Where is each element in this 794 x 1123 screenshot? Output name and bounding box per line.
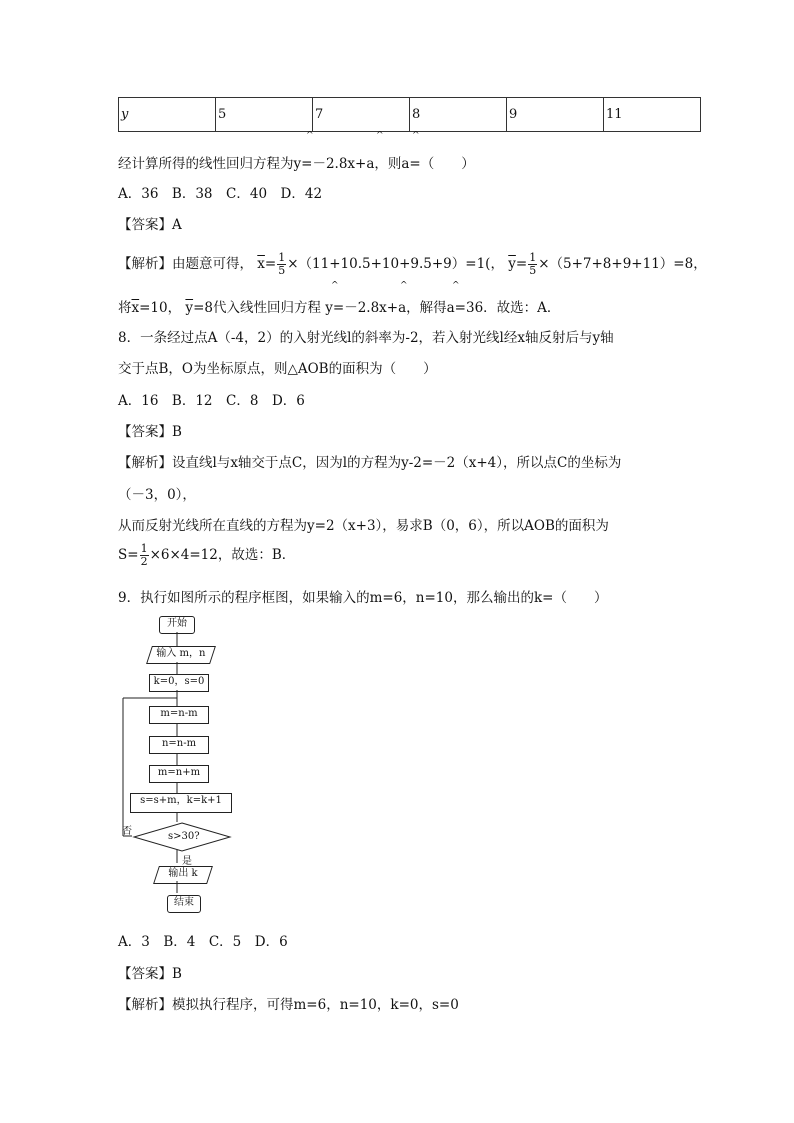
x-sum: ×（11+10.5+10+9.5+9）=1( [287,256,491,272]
question-7-stem: 经计算所得的线性回归方程为y=－2.8x+a，则a=（ ） [118,156,475,172]
flow-step-3: m=n+m [149,765,209,783]
flow-end: 结束 [167,895,201,913]
table-cell: 11 [604,98,701,132]
question-8-analysis-1: 【解析】设直线l与x轴交于点C，因为l的方程为y-2=－2（x+4），所以点C的坐标为 [118,455,622,471]
hat-mark: ^ [412,131,420,141]
flow-yes-label: 是 [182,856,192,867]
flow-step-4: s=s+m，k=k+1 [130,793,232,813]
question-8-line2: 交于点B，O为坐标原点，则△AOB的面积为（ ） [118,361,437,377]
question-9-analysis: 【解析】模拟执行程序，可得m=6，n=10，k=0，s=0 [118,997,459,1013]
table-cell: 8 [410,98,507,132]
question-8-analysis-2: （－3，0）， [118,487,196,503]
flow-output: 输出 k [153,866,213,884]
question-9-options: A．3 B．4 C．5 D．6 [118,934,288,950]
x-bar-symbol: $\overline{x}$ [257,256,265,272]
hat-mark: ^ [306,131,314,141]
question-7-answer: 【答案】A [118,217,182,233]
flow-no-label: 否 [122,826,132,837]
table-cell: 7 [313,98,410,132]
fraction: $\frac{1}{5}$ [529,251,537,277]
question-8-analysis-4: S= $\frac{1}{2}$ ×6×4=12，故选：B． [118,542,296,568]
question-8-options: A．16 B．12 C．8 D．6 [118,393,305,409]
hat-mark: ^ [376,131,384,141]
table-cell: y [119,98,216,132]
question-7-substitution: 将$\overline{x}=10$， $\overline{y}=8$代入线性回归方程 y=－2.8x+a，解得a=36．故选：A． [118,300,561,316]
data-table [118,97,701,132]
question-9-stem: 9．执行如图所示的程序框图，如果输入的m=6，n=10，那么输出的k=（ ） [118,590,608,606]
question-7-options: A．36 B．38 C．40 D．42 [118,186,323,202]
question-8-line1: 8．一条经过点A（-4，2）的入射光线l的斜率为-2，若入射光线l经x轴反射后与y轴 [118,330,614,346]
y-bar-symbol: $\overline{y}$ [508,256,516,272]
table-cell: 9 [507,98,604,132]
table-cell: 5 [216,98,313,132]
question-9-answer: 【答案】B [118,966,182,982]
question-8-analysis-3: 从而反射光线所在直线的方程为y=2（x+3），易求B（0，6），所以AOB的面积为 [118,518,609,534]
fraction: $\frac{1}{5}$ [278,251,286,277]
flow-init: k=0，s=0 [149,674,209,692]
y-sum: ×（5+7+8+9+11）=8 [538,256,694,272]
analysis-label: 【解析】由题意可得， [118,256,253,272]
flow-start: 开始 [159,616,195,634]
flow-step-1: m=n-m [149,706,209,724]
question-7-analysis: 【解析】由题意可得， $\overline{x}=$ $\frac{1}{5}$ ×（11+10.5+10+9.5+9）=1(， $\overline{y}=$ $\frac{1}{5}$ ×（5+7+8+9+11）=8， [118,251,707,277]
question-8-answer: 【答案】B [118,424,182,440]
fraction: $\frac{1}{2}$ [140,542,148,568]
hat-mark: ^ [400,281,408,291]
hat-mark: ^ [452,281,460,291]
flow-input: 输入 m，n [146,646,216,664]
hat-mark: ^ [331,281,339,291]
flow-condition: s>30? [168,831,200,842]
flow-step-2: n=n-m [149,736,209,754]
